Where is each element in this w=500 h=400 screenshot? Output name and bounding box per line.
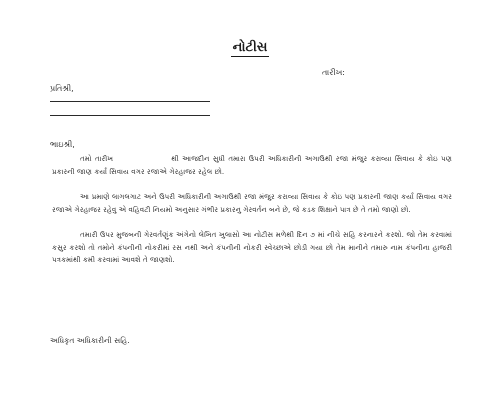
recipient-line-2: [50, 115, 210, 116]
recipient-line-1: [50, 101, 210, 102]
signature-line: અધિકૃત અધિકારીની સહિ.: [50, 336, 130, 345]
paragraph-2: [52, 191, 452, 216]
paragraph-3-text: તમારી ઉપર મુજબની ગેરવર્તણુંક અંગેનો લેખિત ખુલાસો આ નોટીસ મળેથી દિન ૭ માં નીચે સહિ કરનારને કરશો. જો તેમ કરવામાં કસુર કરશો તો તમોને કંપનીની નોકરીમાં રસ નથી અને કંપનીની નોકરી સ્વેચ્છાએ છોડી ગયા છો તેમ માનીને તમારુ નામ કંપનીના હાજરી પત્રકમાંથી કમી કરવામાં આવશે તે જાણશો.: [52, 230, 452, 264]
paragraph-3: [52, 229, 452, 267]
paragraph-1-start: તમો તારીખ: [80, 154, 114, 163]
salutation: ભાઇશ્રી,: [50, 140, 75, 149]
paragraph-2-text: આ પ્રમાણે લાગલગાટ અને ઉપરી અધિકારીની અગાઉથી રજા મંજુર કરાવ્યા સિવાય કે કોઇ પણ પ્રકારની જાણ કર્યા સિવાય વગર રજાએ ગેરહાજર રહેવુ એ વહિવટી નિયમો અનુસાર ગંભીર પ્રકારનુ ગેરવર્તન બને છે, જે કડક શિક્ષાને પાત્ર છે તે તમો જાણો છો.: [52, 192, 452, 214]
date-label: તારીખ:: [322, 68, 345, 77]
paragraph-1: [52, 153, 452, 178]
notice-title-text: નોટીસ: [232, 40, 268, 55]
notice-title: [0, 40, 500, 55]
recipient-label: પ્રતિશ્રી,: [50, 84, 74, 93]
paragraph-1-rest: થી આજદીન સુધી તમારા ઉપરી અધિકારીની અગાઉથી રજા મંજુર કરાવ્યા સિવાય કે કોઇ પણ પ્રકારની જાણ કર્યા સિવાય વગર રજાએ ગેરહાજર રહેલ છો.: [52, 154, 452, 176]
